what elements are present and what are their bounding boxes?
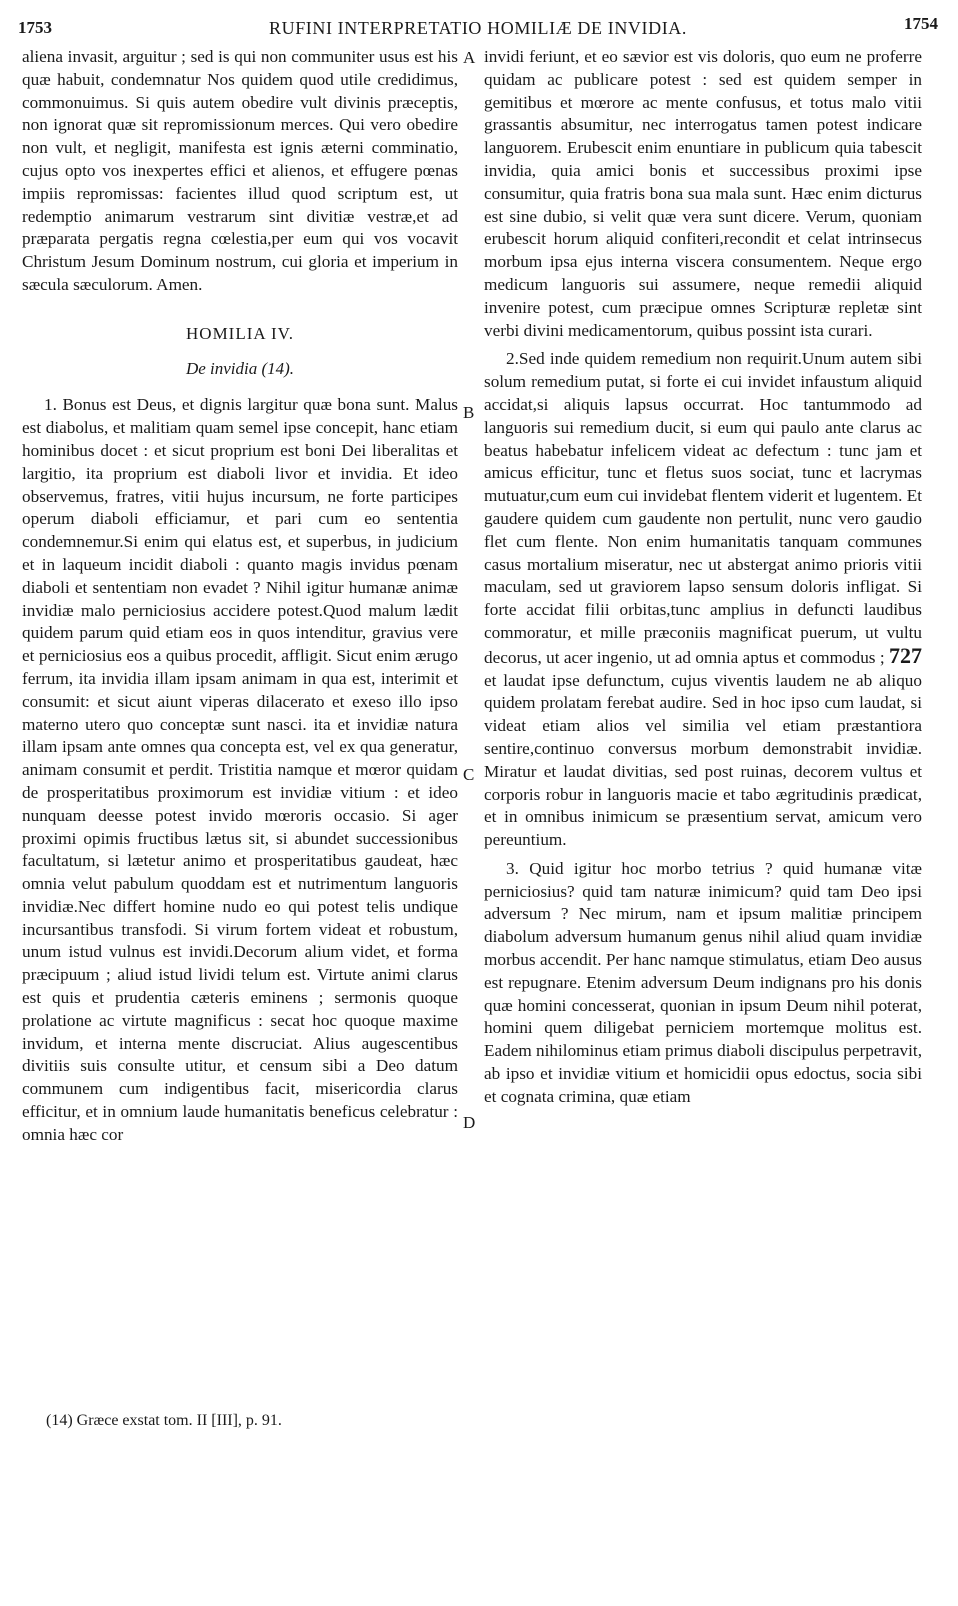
footnote: (14) Græce exstat tom. II [III], p. 91. bbox=[46, 1412, 282, 1429]
left-column bbox=[22, 46, 458, 1147]
right-column bbox=[484, 46, 922, 1109]
paragraph-2-part-a: 2.Sed inde quidem remedium non requirit.Unum autem sibi solum remedium putat, si forte ei cui invidet infaustum aliquid accidat,si aliquis lapsus occurrat. Hoc tantummodo ad languoris sui remedium ducit, si eum qui paulo ante clarus ac beatus habebatur infelicem videat ac defectum : tunc jam et amicus efficitur, tunc et fletus suos sociat, tunc et lacrymas mutuatur,cum eum cui invidebat flentem viderit et lugentem. Et gaudere quidem cum gaudente non pertulit, nunc vero gaudio flet cum flente. Non enim humanitatis tanquam communes casus mortalium miseratur, nec ut abstergat animo prioris vitii maculam, sed ut graviorem lapso sensum doloris infligat. Si forte accidat filii orbitas,tunc amplius in defuncti laudibus commoratur, et mille præconiis magnificat puerum, ut vultu decorus, ut acer ingenio, ut ad omnia aptus et commodus ; bbox=[484, 349, 922, 667]
homily-subtitle: De invidia (14). bbox=[185, 358, 295, 378]
column-number-left: 1753 bbox=[18, 18, 52, 37]
page-reference-number: 727 bbox=[889, 642, 923, 668]
margin-letter-a: A bbox=[463, 48, 476, 67]
homily-heading: HOMILIA IV. bbox=[186, 323, 294, 343]
running-title: RUFINI INTERPRETATIO HOMILIÆ DE INVIDIA. bbox=[268, 18, 687, 38]
paragraph-continued: aliena invasit, arguitur ; sed is qui non communiter usus est his quæ habuit, condemnatur Nos quidem quod utile credidimus, commonuimus. Si quis autem obedire vult divinis præceptis, non ignorat quæ sit repromissionum merces. Qui vero obedire non vult, et negligit, manifesta est ignis æterni comminatio, cujus opto vos inexpertes effici et alienos, et effugere pœnas impiis repromissas: facientes illud quod scriptum est, ut redemptio animarum vestrarum sint divitiæ vestræ,et ad præparata pergatis regna cœlestia,per eum qui vos vocavit Christum Jesum Dominum nostrum, cui gloria et imperium in sæcula sæculorum. Amen. bbox=[22, 47, 458, 294]
paragraph-continued-right: invidi feriunt, et eo sævior est vis doloris, quo eum ne proferre quidam ac publicare potest : sed est quidem semper in gemitibus et mœrore ac mente confusus, et totus malo vitii grassantis absumitur, nec interrogatus tamen potest indicare languorem. Erubescit enim enuntiare in publicum quia tabescit invidia, quia amici bonis et successibus proximi ipse consumitur, quia fratris bona sua mala sunt. Hæc enim dicturus est sine dubio, si velit quæ vera sunt dicere. Verum, quoniam erubescit horum aliquid confiteri,recondit et celat intrinsecus morbum ipsa ejus interna viscera consumentem. Neque ergo medicum languoris sui assumere, neque remedii aliquid invenire potest, cum præcipue omnes Scripturæ repletæ sint verbi divini medicamentorum, quibus possint ista curari. bbox=[484, 47, 922, 340]
paragraph-3: 3. Quid igitur hoc morbo tetrius ? quid humanæ vitæ perniciosius? quid tam naturæ inimicum? quid tam Deo ipsi adversum ? Nec mirum, nam et ipsum malitiæ principem diabolum adversum humanum genus nihil aliud quam invidiæ morbus accendit. Per hanc namque stimulatus, etiam Deo ausus est repugnare. Etenim adversum Deum indignans pro his donis quæ homini concesserat, quonian in ipsum Deum nihil poterat, homini quem diligebat perniciem mortemque molitus est. Eadem nihilominus etiam primus diaboli discipulus perpetravit, ab ipso et invidiæ vitium et homicidii opus edoctus, socia sibi et cognata crimina, quæ etiam bbox=[484, 858, 922, 1106]
running-header bbox=[18, 10, 938, 38]
paragraph-2-part-b: et laudat ipse defunctum, cujus viventis laudem ne ab aliquo quidem prolatam ferebat audire. Sed in hoc ipso cum laudat, si videat etiam alios vel similia vel etiam præstantiora sentire,continuo conversus morbum demonstrabit invidiæ. Miratur et laudat divitias, sed post ruinas, decorem vultus et corporis robur in languoris macie et tabo ægritudinis prædicat, et in omnibus inimicum se præsentium servat, amicum vero pereuntium. bbox=[484, 670, 922, 850]
margin-letter-b: B bbox=[463, 403, 475, 422]
margin-letter-c: C bbox=[463, 765, 475, 784]
margin-letter-d: D bbox=[463, 1113, 476, 1132]
paragraph-1: 1. Bonus est Deus, et dignis largitur quæ bona sunt. Malus est diabolus, et malitiam quam semel ipse concepit, hanc etiam hominibus docet : et sicut proprium est boni Dei liberalitas et largitio, ita proprium est diaboli livor et invidia. Et ideo observemus, fratres, vitii hujus incursum, ne forte participes operum diaboli efficiamur, et pari cum eo sententia condemnemur.Si enim qui elatus est, et superbus, in judicium et in laqueum incidit diaboli : quanto magis invidus pœnam diaboli et sententiam non evadet ? Nihil igitur humanæ animæ invidiæ malo perniciosius accidere potest.Quod malum lædit quidem parum quid etiam eos in quos intenditur, gravius vere et perniciosius eos a quibus procedit, affligit. Sicut enim ærugo ferrum, ita invidia illam ipsam animam in qua est, interimit et consumit: et sicut aiunt viperas dilacerato et exeso illo ipso materno utero quo conceptæ sunt nasci. ita et invidiæ natura illam ipsam ante omnes qua concepta est, vel ex qua generatur, animam consumit et perdit. Tristitia namque et mœror quidam de prosperitatibus proximorum est invidiæ vitium : et ideo nunquam deesse potest invido mœroris occasio. Si ager proximi opimis fructibus lætus sit, si abundet successionibus facultatum, si lætetur animo et prosperitatibus gaudeat, hæc omnia velut pabulum quoddam est et nutrimentum languoris invidiæ.Nec differt homine nudo eo qui potest telis undique incursantibus transfodi. Si virum fortem videat et robustum, unum istud vulnus est invidi.Decorum alium videt, et forma præcipuum ; aliud istud lividi telum est. Virtute animi clarus est quis et prudentia cæteris eminens ; sermonis quoque prolatione ac virtute magnificus : secat hoc quoque maxime invidum, et interna mente discruciat. Alius augescentibus divitiis suis consulte utitur, et censum sibi a Deo datum communem cum indigentibus facit, misericordia clarus efficitur, et in omnium laude humanitatis beneficus celebratur : omnia hæc cor bbox=[22, 395, 458, 1144]
paragraph-2 bbox=[484, 348, 922, 852]
column-number-right: 1754 bbox=[904, 14, 938, 33]
